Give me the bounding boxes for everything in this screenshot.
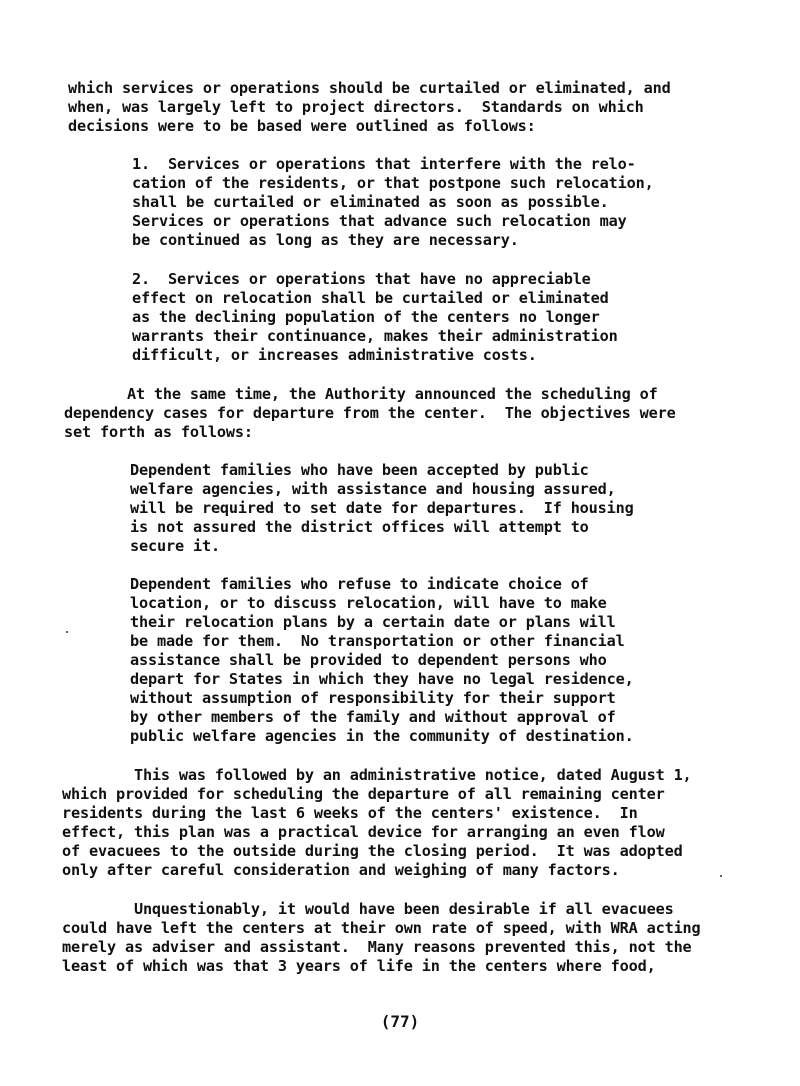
text-line: residents during the last 6 weeks of the centers' existence. In: [62, 804, 638, 822]
text-line: public welfare agencies in the community of destination.: [130, 727, 634, 745]
text-line: Dependent families who have been accepted by public: [130, 461, 589, 479]
scan-speck: [66, 631, 68, 633]
text-line: shall be curtailed or eliminated as soon as possible.: [132, 193, 609, 211]
text-line: as the declining population of the centers no longer: [132, 308, 600, 326]
text-line: without assumption of responsibility for their support: [130, 689, 616, 707]
text-line: At the same time, the Authority announced the scheduling of: [64, 385, 658, 403]
objective-quote-2: [130, 575, 634, 746]
objective-quote-1: [130, 461, 634, 556]
text-line: could have left the centers at their own rate of speed, with WRA acting: [62, 919, 701, 937]
text-line: will be required to set date for departures. If housing: [130, 499, 634, 517]
text-line: dependency cases for departure from the center. The objectives were: [64, 404, 676, 422]
text-line: Services or operations that advance such relocation may: [132, 212, 627, 230]
text-line: merely as adviser and assistant. Many reasons prevented this, not the: [62, 938, 692, 956]
text-line: set forth as follows:: [64, 423, 253, 441]
standard-item-1: [132, 155, 654, 250]
text-line: difficult, or increases administrative costs.: [132, 346, 537, 364]
text-line: their relocation plans by a certain date or plans will: [130, 613, 616, 631]
paragraph-dependency-scheduling: [64, 385, 676, 442]
paragraph-unquestionably: [62, 900, 701, 976]
text-line: least of which was that 3 years of life in the centers where food,: [62, 957, 656, 975]
text-line: 1. Services or operations that interfere with the relo-: [132, 155, 636, 173]
text-line: warrants their continuance, makes their administration: [132, 327, 618, 345]
text-line: is not assured the district offices will attempt to: [130, 518, 589, 536]
text-line: welfare agencies, with assistance and housing assured,: [130, 480, 616, 498]
text-line: assistance shall be provided to dependent persons who: [130, 651, 607, 669]
text-line: 2. Services or operations that have no appreciable: [132, 270, 591, 288]
text-line: secure it.: [130, 537, 220, 555]
text-line: decisions were to be based were outlined as follows:: [68, 117, 536, 135]
text-line: depart for States in which they have no legal residence,: [130, 670, 634, 688]
standard-item-2: [132, 270, 618, 365]
page-number: (77): [380, 1012, 420, 1031]
text-line: effect, this plan was a practical device for arranging an even flow: [62, 823, 665, 841]
text-line: Unquestionably, it would have been desirable if all evacuees: [62, 900, 674, 918]
text-line: by other members of the family and without approval of: [130, 708, 616, 726]
text-line: of evacuees to the outside during the closing period. It was adopted: [62, 842, 683, 860]
text-line: location, or to discuss relocation, will have to make: [130, 594, 607, 612]
text-line: cation of the residents, or that postpone such relocation,: [132, 174, 654, 192]
text-line: effect on relocation shall be curtailed or eliminated: [132, 289, 609, 307]
text-line: Dependent families who refuse to indicate choice of: [130, 575, 589, 593]
text-line: which services or operations should be curtailed or eliminated, and: [68, 79, 671, 97]
paragraph-curtailment-intro: [68, 79, 671, 136]
text-line: This was followed by an administrative notice, dated August 1,: [62, 766, 692, 784]
paragraph-administrative-notice: [62, 766, 692, 880]
text-line: only after careful consideration and weighing of many factors.: [62, 861, 620, 879]
text-line: when, was largely left to project directors. Standards on which: [68, 98, 644, 116]
scan-speck: [720, 875, 722, 877]
text-line: be continued as long as they are necessary.: [132, 231, 519, 249]
text-line: which provided for scheduling the departure of all remaining center: [62, 785, 665, 803]
text-line: be made for them. No transportation or other financial: [130, 632, 625, 650]
